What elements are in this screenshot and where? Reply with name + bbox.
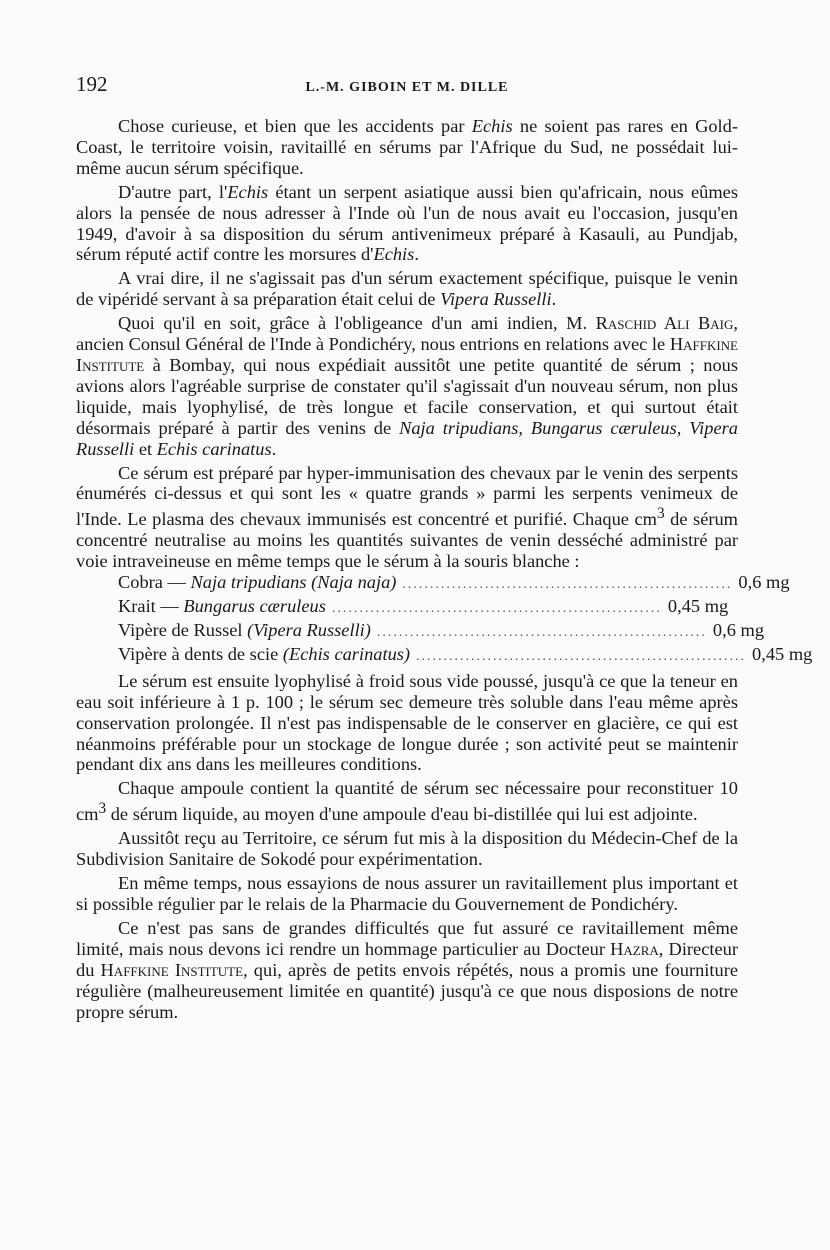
paragraph-6: Le sérum est ensuite lyophylisé à froid sous vide poussé, jusqu'à ce que la teneur en eau soit inférieure à 1 p. 100 ; le sérum sec demeure très soluble dans l'eau même après conservation prolongée. Il n'est pas indispensable de le conserver en glacière, ce qui est néanmoins préférable pour un stockage de longue durée ; son activité peut se maintenir pendant dix ans dans les meilleures conditions. — [76, 670, 738, 775]
paragraph-4: Quoi qu'il en soit, grâce à l'obligeance d'un ami indien, M. Raschid Ali Baig, ancien Consul Général de l'Inde à Pondichéry, nous entrions en relations avec le Haffkine Institute à Bombay, qui nous expédiait aussitôt une petite quantité de sérum ; nous avions alors l'agréable surprise de constater qu'il s'agissait d'un nouveau sérum, non plus liquide, mais lyophylisé, de très longue et facile conservation, et qui surtout était désormais préparé à partir des venins de Naja tripudians, Bungarus cæruleus, Vipera Russelli et Echis carinatus. — [76, 313, 738, 459]
table-row: Vipère à dents de scie (Echis carinatus) ............................................................ 0,45 mg — [118, 644, 696, 668]
paragraph-3: A vrai dire, il ne s'agissait pas d'un sérum exactement spécifique, puisque le venin de vipéridé servant à sa préparation était celui de Vipera Russelli. — [76, 268, 738, 310]
page — [76, 72, 813, 1022]
leader-dots: ............................................................ — [331, 601, 662, 617]
dose-value: 0,45 mg — [667, 596, 729, 617]
leader-dots: ............................................................ — [402, 577, 733, 593]
page-number: 192 — [76, 72, 108, 96]
leader-dots: ............................................................ — [376, 624, 707, 640]
dose-value: 0,6 mg — [712, 619, 765, 640]
venom-dose-table — [118, 572, 813, 668]
paragraph-9: En même temps, nous essayions de nous assurer un ravitaillement plus important et si possible régulier par le relais de la Pharmacie du Gouvernement de Pondichéry. — [76, 873, 738, 914]
leader-dots: ............................................................ — [416, 648, 747, 664]
paragraph-7: Chaque ampoule contient la quantité de sérum sec nécessaire pour reconstituer 10 $cm^3$ de sérum liquide, au moyen d'une ampoule d'eau bi-distillée qui lui est adjointe. — [76, 778, 738, 825]
table-row: Vipère de Russel (Vipera Russelli) ............................................................ 0,6 mg — [118, 620, 696, 644]
dose-value: 0,6 mg — [738, 572, 790, 593]
paragraph-8: Aussitôt reçu au Territoire, ce sérum fut mis à la disposition du Médecin-Chef de la Subdivision Sanitaire de Sokodé pour expérimentation. — [76, 828, 738, 870]
dose-value: 0,45 mg — [752, 643, 813, 664]
table-row: Krait — Bungarus cæruleus ............................................................ 0,45 mg — [118, 596, 696, 620]
paragraph-2: D'autre part, l'Echis étant un serpent asiatique aussi bien qu'africain, nous eûmes alors la pensée de nous adresser à l'Inde où l'un de nous avait eu l'occasion, jusqu'en 1949, d'avoir à sa disposition du sérum antivenimeux préparé à Kasauli, au Pundjab, sérum réputé actif contre les morsures d'Echis. — [76, 181, 738, 265]
page-header — [76, 72, 738, 98]
paragraph-5: Ce sérum est préparé par hyper-immunisation des chevaux par le venin des serpents énumérés ci-dessus et qui sont les « quatre grands » parmi les serpents venimeux de l'Inde. Le plasma des chevaux immunisés est concentré et purifié. Chaque $cm^3$ de sérum concentré neutralise au moins les quantités suivantes de venin desséché administré par voie intraveineuse en même temps que le sérum à la souris blanche : — [76, 462, 738, 572]
running-head: L.-M. GIBOIN ET M. DILLE — [305, 80, 509, 95]
table-row: Cobra — Naja tripudians (Naja naja) ............................................................ 0,6 mg — [118, 572, 696, 596]
paragraph-1: Chose curieuse, et bien que les accidents par Echis ne soient pas rares en Gold-Coast, le territoire voisin, ravitaillé en sérums par l'Afrique du Sud, ne possédait lui-même aucun sérum spécifique. — [76, 116, 738, 178]
paragraph-10: Ce n'est pas sans de grandes difficultés que fut assuré ce ravitaillement même limité, mais nous devons ici rendre un hommage particulier au Docteur Hazra, Directeur du Haffkine Institute, qui, après de petits envois répétés, nous a promis une fourniture régulière (malheureusement limitée en quantité) jusqu'à ce que nous disposions de notre propre sérum. — [76, 917, 739, 1022]
